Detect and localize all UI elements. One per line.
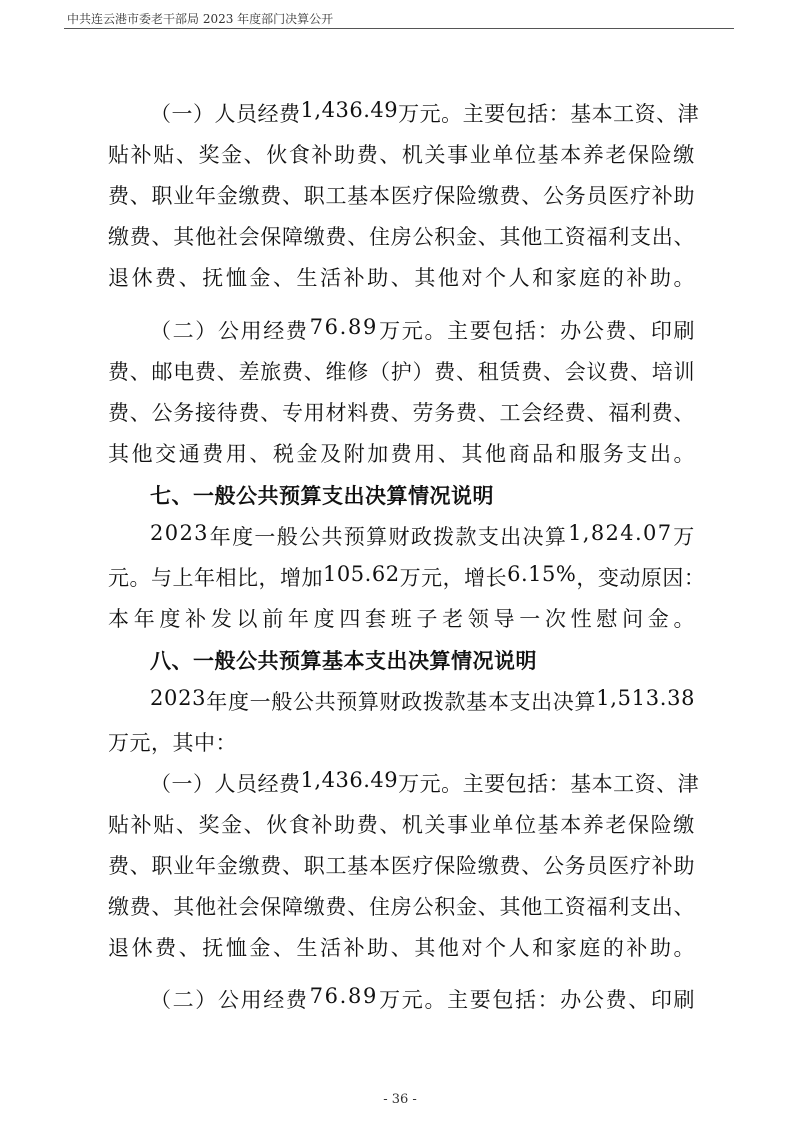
text-line: 费 、 职 业 年 金 缴 费 、 职 工 基 本 医 疗 保 险 缴 费 、 公 务 员 医 疗 补 助	[108, 854, 695, 878]
text-line: 缴 费 、 其 他 社 会 保 障 缴 费 、 住 房 公 积 金 、 其 他 工 资 福 利 支 出 、	[108, 225, 695, 249]
text-line: （ 二 ） 公 用 经 费 7 6 . 8 9 万 元 。 主 要 包 括 ： 办 公 费 、 印 刷	[150, 984, 695, 1012]
heading-text: 八、一般公共预算基本支出决算情况说明	[150, 648, 537, 673]
text-line: 费 、 邮 电 费 、 差 旅 费 、 维 修 （ 护 ） 费 、 租 赁 费 、 会 议 费 、 培 训	[108, 360, 695, 384]
text-line: 万元，其中：	[108, 731, 237, 755]
text-line: 缴 费 、 其 他 社 会 保 障 缴 费 、 住 房 公 积 金 、 其 他 工 资 福 利 支 出 、	[108, 895, 695, 919]
text-line: 贴 补 贴 、 奖 金 、 伙 食 补 助 费 、 机 关 事 业 单 位 基 本 养 老 保 险 缴	[108, 813, 695, 837]
text-line: 2 0 2 3 年 度 一 般 公 共 预 算 财 政 拨 款 基 本 支 出 决 算 1 , 5 1 3 . 3 8	[150, 686, 695, 714]
text-line: （ 一 ） 人 员 经 费 1 , 4 3 6 . 4 9 万 元 。 主 要 包 括 ： 基 本 工 资 、 津	[150, 768, 700, 796]
page-header: 中共连云港市委老干部局 2023 年度部门决算公开	[67, 12, 334, 26]
text-line: 退 休 费 、 抚 恤 金 、 生 活 补 助 、 其 他 对 个 人 和 家 庭 的 补 助 。	[108, 266, 695, 290]
text-line: 费 、 职 业 年 金 缴 费 、 职 工 基 本 医 疗 保 险 缴 费 、 公 务 员 医 疗 补 助	[108, 184, 695, 208]
text-line: 退 休 费 、 抚 恤 金 、 生 活 补 助 、 其 他 对 个 人 和 家 庭 的 补 助 。	[108, 936, 695, 960]
page-number: - 36 -	[383, 1092, 417, 1107]
text-line: 其 他 交 通 费 用 、 税 金 及 附 加 费 用 、 其 他 商 品 和 服 务 支 出 。	[108, 442, 695, 466]
text-line: （ 二 ） 公 用 经 费 7 6 . 8 9 万 元 。 主 要 包 括 ： 办 公 费 、 印 刷	[150, 315, 695, 343]
text-line: （ 一 ） 人 员 经 费 1 , 4 3 6 . 4 9 万 元 。 主 要 包 括 ： 基 本 工 资 、 津	[150, 98, 700, 126]
text-line: 元 。 与 上 年 相 比 ， 增 加 1 0 5 . 6 2 万 元 ， 增 长 6 . 1 5 % ， 变 动 原 因 ：	[108, 562, 706, 590]
text-line: 贴 补 贴 、 奖 金 、 伙 食 补 助 费 、 机 关 事 业 单 位 基 本 养 老 保 险 缴	[108, 143, 695, 167]
text-line: 2 0 2 3 年 度 一 般 公 共 预 算 财 政 拨 款 支 出 决 算 1 , 8 2 4 . 0 7 万	[150, 521, 695, 549]
text-line: 本 年 度 补 发 以 前 年 度 四 套 班 子 老 领 导 一 次 性 慰 问 金 。	[108, 607, 695, 631]
header-divider	[64, 28, 734, 29]
heading-text: 七、一般公共预算支出决算情况说明	[150, 483, 494, 508]
text-line: 费 、 公 务 接 待 费 、 专 用 材 料 费 、 劳 务 费 、 工 会 经 费 、 福 利 费 、	[108, 401, 695, 425]
